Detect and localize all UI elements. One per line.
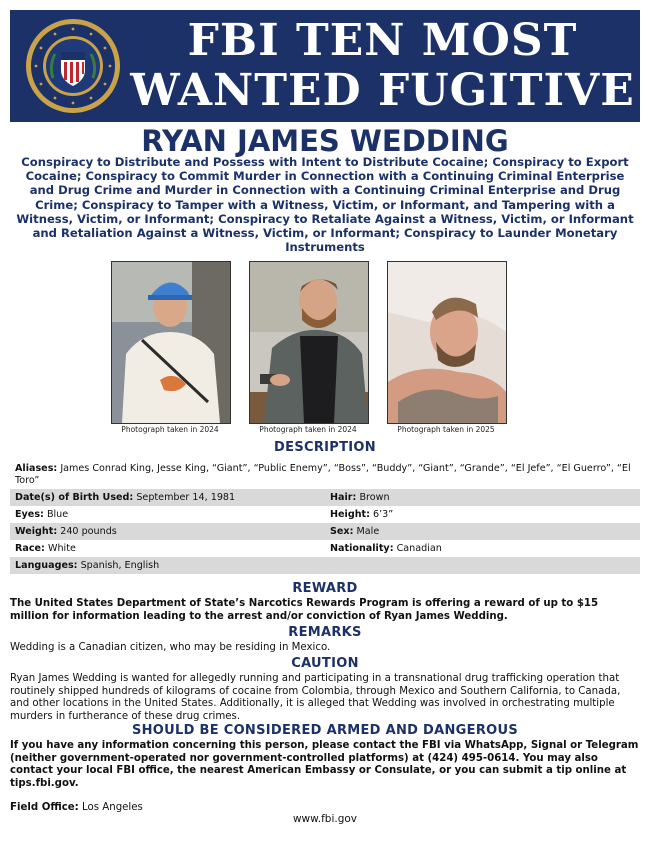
header-banner bbox=[10, 10, 640, 122]
weight-value: 240 pounds bbox=[60, 526, 117, 537]
contact-text: If you have any information concerning this person, please contact the FBI via WhatsApp, Signal or Telegram (neither government-operated nor government-controlled platforms) at (424) 495-0614. You may also contact your local FBI office, the nearest American Embassy or Consulate, or you can submit a tip online at tips.fbi.gov. bbox=[10, 740, 639, 789]
photo-3-caption: Photograph taken in 2025 bbox=[397, 425, 495, 434]
race-value: White bbox=[47, 543, 76, 554]
fugitive-name: RYAN JAMES WEDDING bbox=[141, 124, 509, 158]
aliases-cell bbox=[10, 460, 640, 490]
banner-title-line2: WANTED FUGITIVE bbox=[130, 65, 635, 116]
photo-2-caption: Photograph taken in 2024 bbox=[259, 425, 357, 434]
website-link[interactable]: www.fbi.gov bbox=[292, 813, 358, 825]
height-value: 6’3” bbox=[373, 509, 394, 520]
reward-text: The United States Department of State’s Narcotics Rewards Program is offering a reward of up to $15 million for information leading to the arrest and/or conviction of Ryan James Wedding. bbox=[10, 598, 599, 622]
photo-2 bbox=[249, 261, 369, 424]
photo-1 bbox=[111, 261, 231, 424]
banner-title bbox=[130, 16, 635, 116]
languages-row bbox=[10, 557, 640, 574]
fbi-seal-icon bbox=[25, 18, 121, 114]
nationality-label: Nationality: bbox=[330, 543, 394, 554]
sex-label: Sex: bbox=[330, 526, 354, 537]
weight-row bbox=[10, 523, 640, 540]
dob-cell bbox=[10, 489, 325, 507]
aliases-row bbox=[10, 460, 640, 488]
race-label: Race: bbox=[15, 543, 45, 554]
languages-cell bbox=[10, 557, 640, 575]
photo-1-caption: Photograph taken in 2024 bbox=[121, 425, 219, 434]
nationality-value: Canadian bbox=[396, 543, 442, 554]
aliases-value: James Conrad King, Jesse King, “Giant”, “Public Enemy”, “Boss”, “Buddy”, “Giant”, “Grande”, “El Jefe”, “El Guerro”, “El Toro” bbox=[15, 463, 631, 486]
caution-heading: CAUTION bbox=[291, 656, 359, 671]
armed-dangerous-heading: SHOULD BE CONSIDERED ARMED AND DANGEROUS bbox=[131, 723, 519, 738]
aliases-label: Aliases: bbox=[15, 463, 58, 474]
race-cell bbox=[10, 540, 325, 558]
field-office-label: Field Office: bbox=[10, 802, 79, 813]
height-cell bbox=[325, 506, 640, 524]
height-label: Height: bbox=[330, 509, 370, 520]
race-row bbox=[10, 540, 640, 557]
hair-label: Hair: bbox=[330, 492, 357, 503]
hair-cell bbox=[325, 489, 640, 507]
dob-value: September 14, 1981 bbox=[136, 492, 236, 503]
remarks-heading: REMARKS bbox=[288, 625, 362, 640]
description-heading: DESCRIPTION bbox=[274, 440, 376, 455]
eyes-row bbox=[10, 506, 640, 523]
dob-label: Date(s) of Birth Used: bbox=[15, 492, 134, 503]
sex-cell bbox=[325, 523, 640, 541]
languages-value: Spanish, English bbox=[80, 560, 160, 571]
caution-text: Ryan James Wedding is wanted for allegedly running and participating in a transnational drug trafficking operation that routinely shipped hundreds of kilograms of cocaine from Colombia, through Mexico and Southern California, to Canada, and other locations in the United States. Additionally, it is alleged that Wedding was involved in orchestrating multiple murders in furtherance of these drug crimes. bbox=[10, 673, 621, 722]
banner-title-line1: FBI TEN MOST bbox=[187, 15, 578, 66]
nationality-cell bbox=[325, 540, 640, 558]
charges-text: Conspiracy to Distribute and Possess with Intent to Distribute Cocaine; Conspiracy to Export Cocaine; Conspiracy to Commit Murder in Connection with a Continuing Criminal Enterprise and Drug Crime and Murder in Connection with a Continuing Criminal Enterprise and Drug Crime; Conspiracy to Tamper with a Witness, Victim, or Informant, and Tampering with a Witness, Victim, or Informant; Conspiracy to Retaliate Against a Witness, Victim, or Informant and Retaliation Against a Witness, Victim, or Informant; Conspiracy to Launder Monetary Instruments bbox=[16, 155, 634, 255]
weight-label: Weight: bbox=[15, 526, 58, 537]
dob-row bbox=[10, 489, 640, 506]
photo-3 bbox=[387, 261, 507, 424]
weight-cell bbox=[10, 523, 325, 541]
eyes-label: Eyes: bbox=[15, 509, 44, 520]
eyes-cell bbox=[10, 506, 325, 524]
eyes-value: Blue bbox=[46, 509, 69, 520]
sex-value: Male bbox=[356, 526, 380, 537]
reward-heading: REWARD bbox=[292, 581, 358, 596]
languages-label: Languages: bbox=[15, 560, 78, 571]
hair-value: Brown bbox=[359, 492, 390, 503]
remarks-text: Wedding is a Canadian citizen, who may be residing in Mexico. bbox=[10, 642, 331, 653]
field-office-value: Los Angeles bbox=[82, 802, 143, 813]
